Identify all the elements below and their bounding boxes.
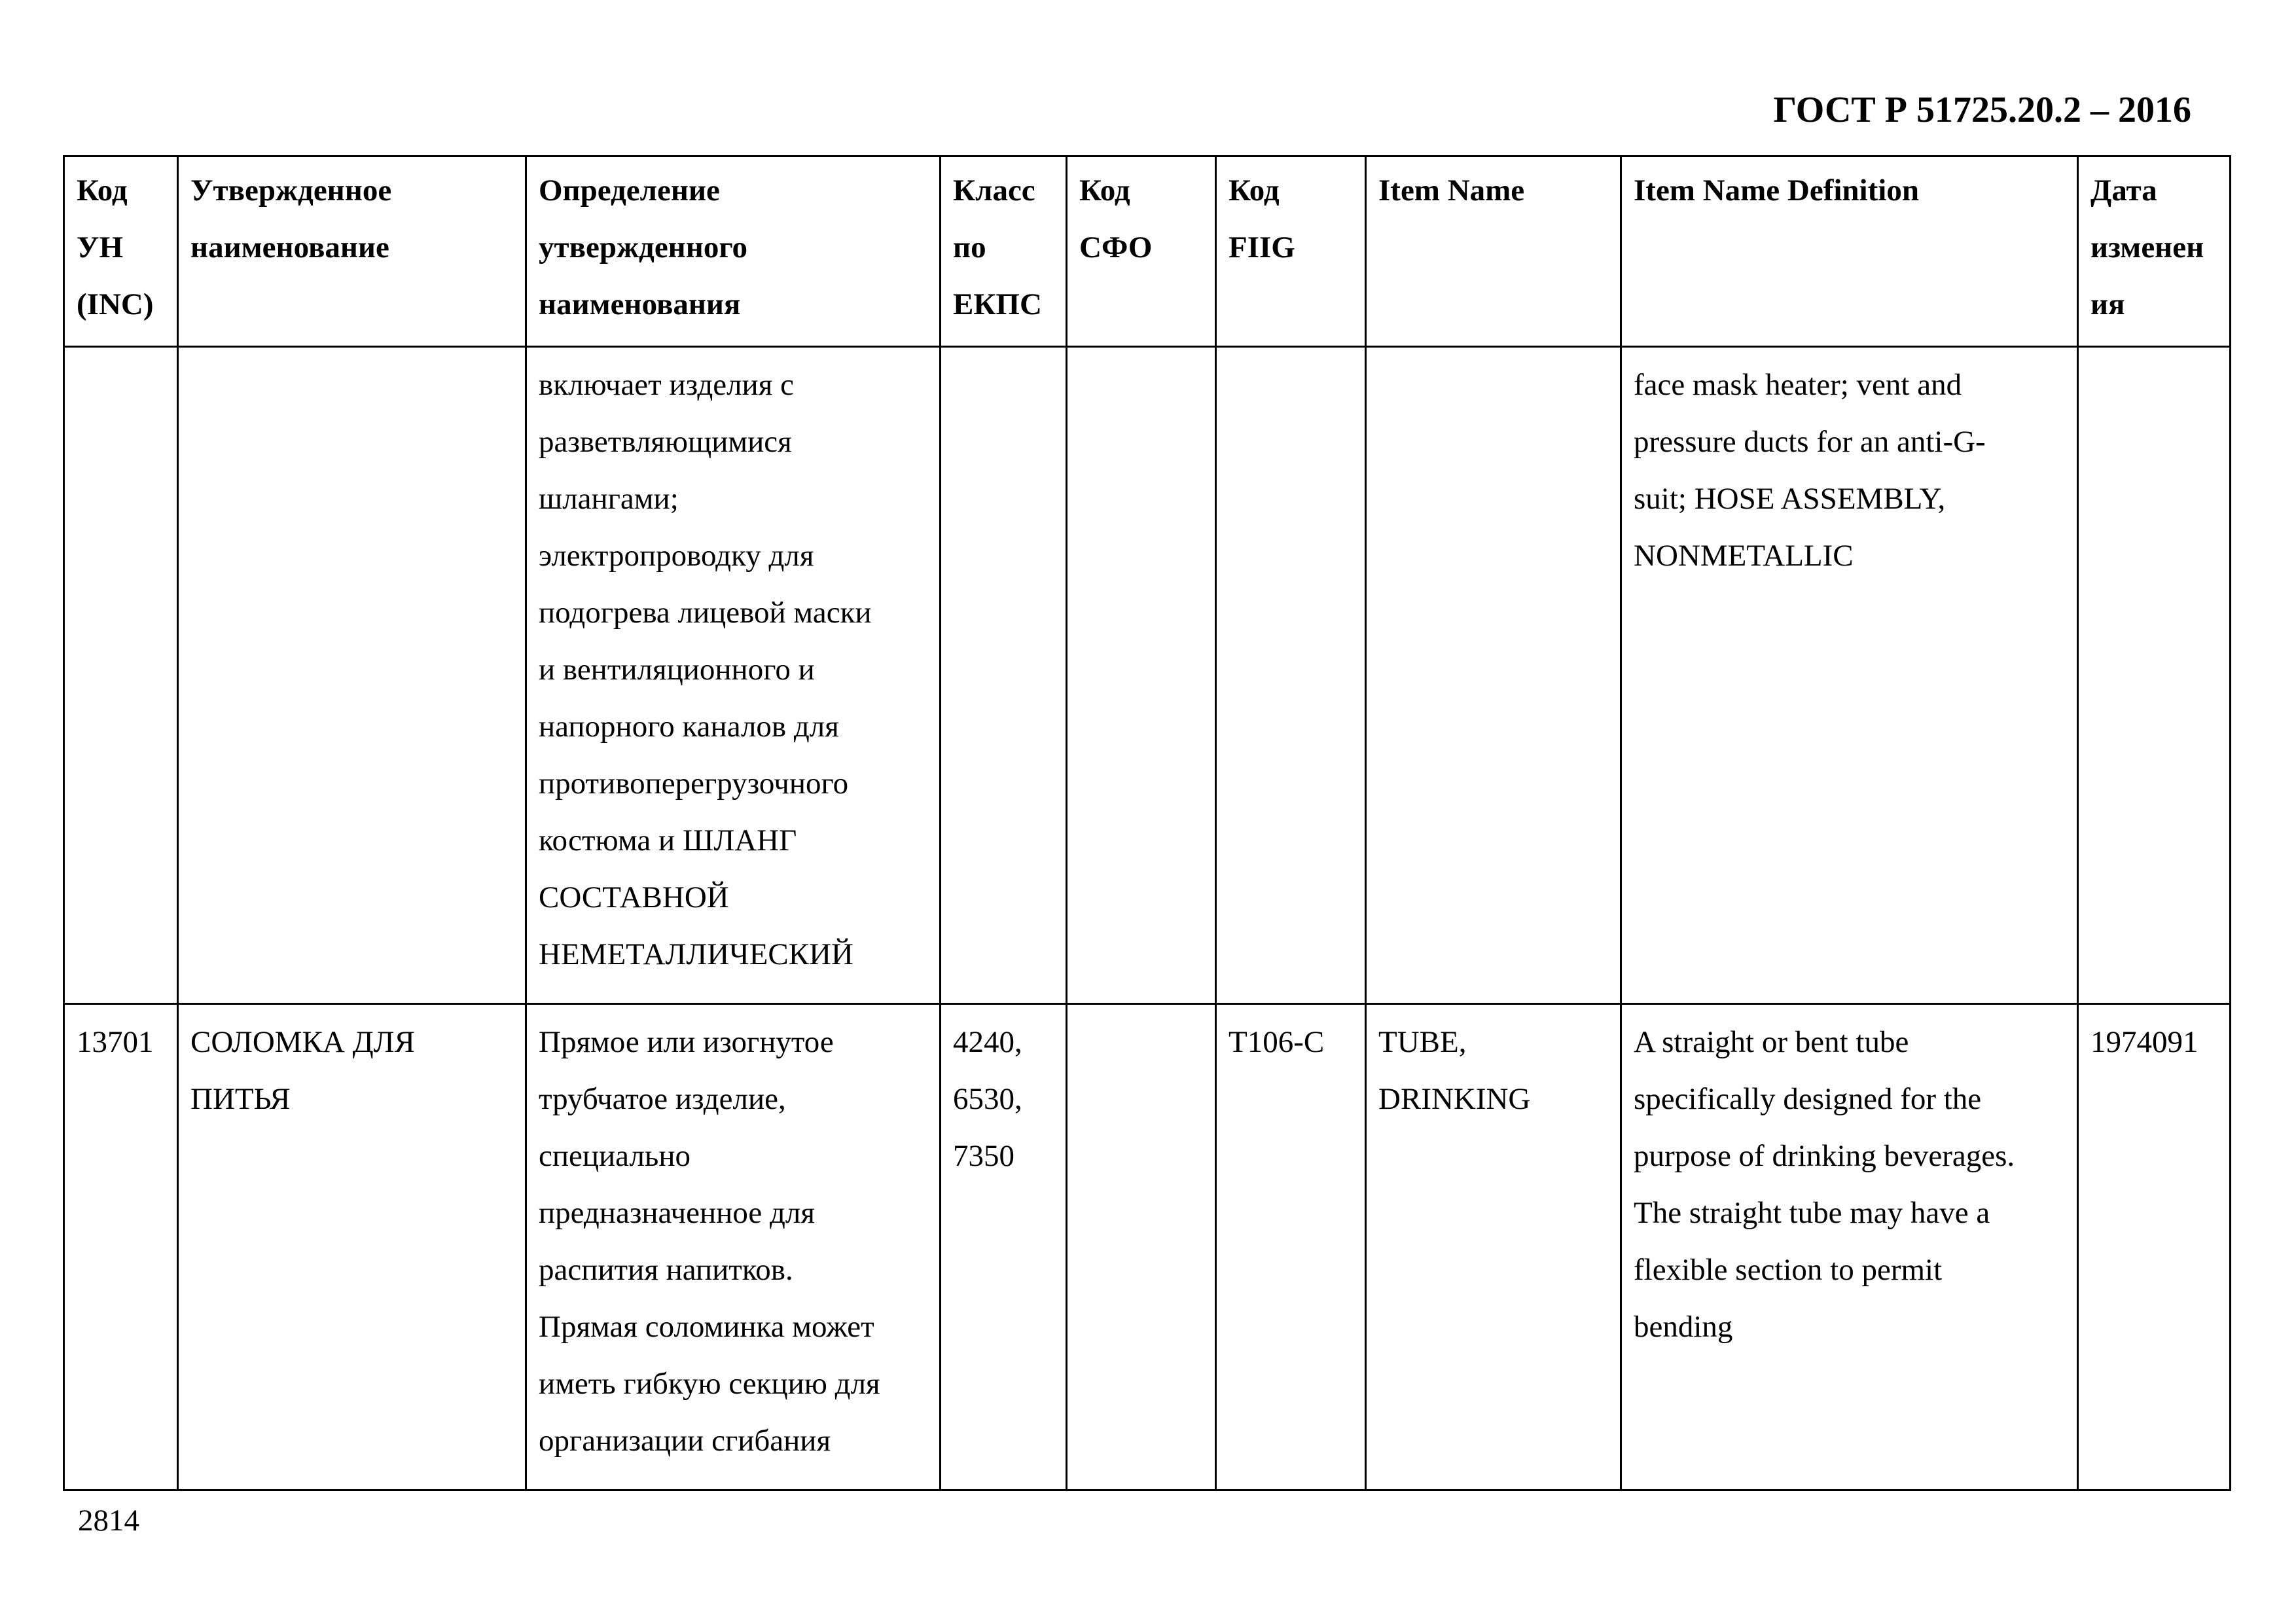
cell-change-date [2078,347,2231,1004]
definition-line: СОСТАВНОЙ [539,880,729,914]
definition-line: организации сгибания [539,1424,831,1458]
header-class-line-3: ЕКПС [953,287,1042,321]
header-class [941,156,1067,347]
header-change-date-line-1: Дата [2090,173,2157,208]
change-date-value: 1974091 [2090,1025,2198,1059]
page-number: 2814 [78,1504,139,1538]
document-header: ГОСТ Р 51725.20.2 – 2016 [1773,90,2191,130]
definition-line: специально [539,1139,691,1173]
header-item-name-line-1: Item Name [1378,173,1525,208]
cell-item-name [1366,347,1621,1004]
definition-line: противоперегрузочного [539,767,849,801]
header-definition [526,156,941,347]
header-approved-name-line-2: наименование [190,230,389,264]
item-definition-line: bending [1634,1310,1733,1344]
item-name-line: DRINKING [1378,1082,1531,1116]
cell-approved-name [178,1004,526,1490]
header-inc [64,156,178,347]
item-name-line: TUBE, [1378,1025,1467,1059]
definition-line: НЕМЕТАЛЛИЧЕСКИЙ [539,937,853,971]
cell-fiig [1216,1004,1366,1490]
cell-sfo [1067,1004,1216,1490]
header-class-line-2: по [953,230,986,264]
class-value: 7350 [953,1139,1014,1173]
definition-line: Прямое или изогнутое [539,1025,834,1059]
header-sfo-line-2: СФО [1079,230,1153,264]
cell-fiig [1216,347,1366,1004]
definition-line: предназначенное для [539,1196,815,1230]
definition-line: и вентиляционного и [539,653,815,687]
header-item-name [1366,156,1621,347]
cell-class [941,347,1067,1004]
catalog-table [63,155,2231,1491]
table-row [64,1004,2231,1490]
item-definition-line: face mask heater; vent and [1634,368,1962,402]
definition-line: шлангами; [539,482,679,516]
approved-name-line: ПИТЬЯ [190,1082,291,1116]
definition-line: подогрева лицевой маски [539,596,872,630]
item-definition-line: The straight tube may have a [1634,1196,1990,1230]
header-approved-name-line-1: Утвержденное [190,173,392,208]
header-item-name-definition-line-1: Item Name Definition [1634,173,1919,208]
cell-inc [64,347,178,1004]
header-fiig-line-1: Код [1229,173,1280,208]
class-value: 4240, [953,1025,1022,1059]
table-header-row [64,156,2231,347]
header-inc-line-3: (INC) [77,287,154,321]
header-fiig [1216,156,1366,347]
header-definition-line-2: утвержденного [539,230,748,264]
definition-line: электропроводку для [539,539,814,573]
approved-name-line: СОЛОМКА ДЛЯ [190,1025,415,1059]
cell-item-name [1366,1004,1621,1490]
item-definition-line: pressure ducts for an anti-G- [1634,425,1986,459]
header-sfo [1067,156,1216,347]
inc-value: 13701 [77,1025,154,1059]
header-fiig-line-2: FIIG [1229,230,1295,264]
header-change-date-line-3: ия [2090,287,2125,321]
cell-item-name-definition [1621,1004,2078,1490]
cell-inc [64,1004,178,1490]
cell-class [941,1004,1067,1490]
header-definition-line-1: Определение [539,173,720,208]
header-inc-line-1: Код [77,173,128,208]
item-definition-line: purpose of drinking beverages. [1634,1139,2015,1173]
definition-line: включает изделия с [539,368,794,402]
definition-line: распития напитков. [539,1253,793,1287]
class-value: 6530, [953,1082,1022,1116]
item-definition-line: flexible section to permit [1634,1253,1943,1287]
definition-line: разветвляющимися [539,425,792,459]
item-definition-line: suit; HOSE ASSEMBLY, [1634,482,1946,516]
definition-line: костюма и ШЛАНГ [539,823,797,857]
header-item-name-definition [1621,156,2078,347]
cell-definition [526,347,941,1004]
definition-line: напорного каналов для [539,710,839,744]
header-approved-name [178,156,526,347]
table-row [64,347,2231,1004]
definition-line: иметь гибкую секцию для [539,1367,880,1401]
item-definition-line: NONMETALLIC [1634,539,1854,573]
item-definition-line: A straight or bent tube [1634,1025,1909,1059]
cell-change-date [2078,1004,2231,1490]
cell-approved-name [178,347,526,1004]
header-definition-line-3: наименования [539,287,741,321]
header-change-date-line-2: изменен [2090,230,2204,264]
cell-definition [526,1004,941,1490]
header-change-date [2078,156,2231,347]
definition-line: Прямая соломинка может [539,1310,874,1344]
definition-line: трубчатое изделие, [539,1082,786,1116]
header-inc-line-2: УН [77,230,124,264]
fiig-value: T106-C [1229,1025,1325,1059]
cell-item-name-definition [1621,347,2078,1004]
item-definition-line: specifically designed for the [1634,1082,1982,1116]
cell-sfo [1067,347,1216,1004]
header-class-line-1: Класс [953,173,1035,208]
header-sfo-line-1: Код [1079,173,1130,208]
